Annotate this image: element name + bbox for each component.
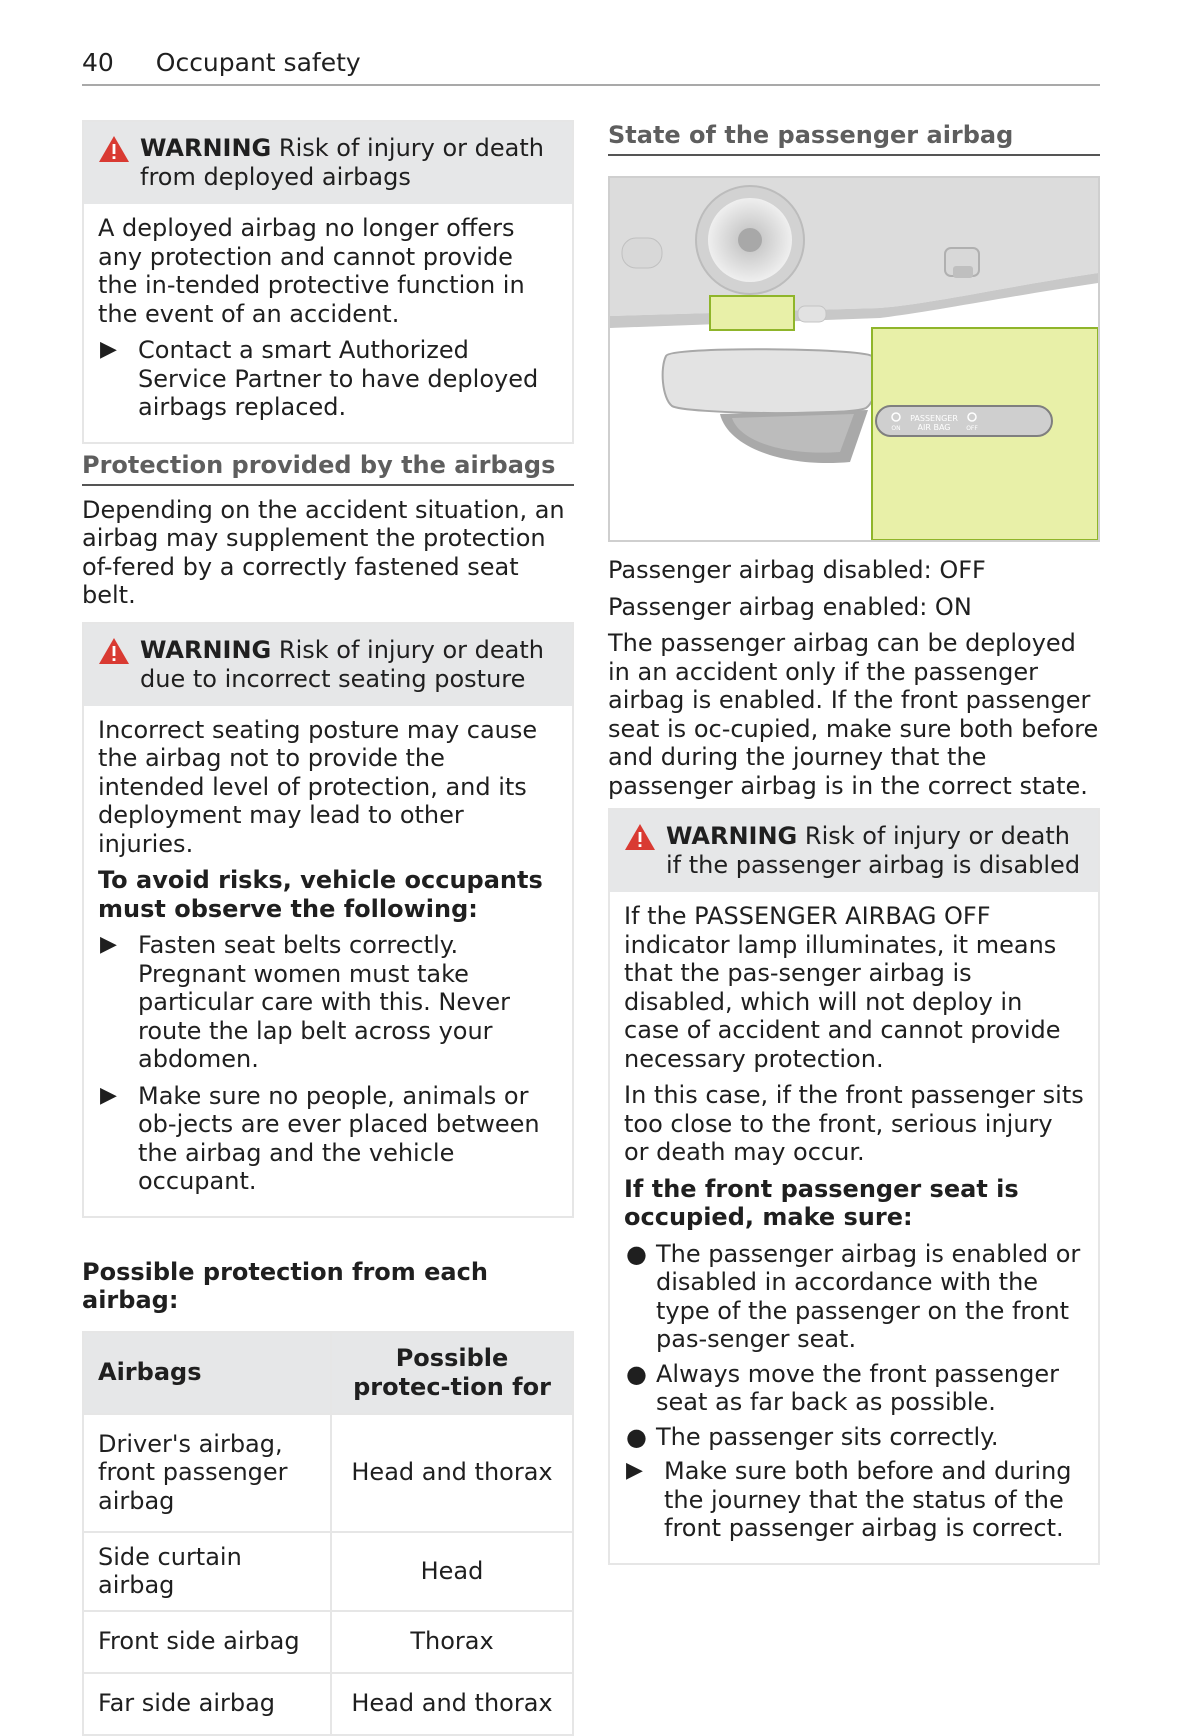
- warning-header: [610, 810, 1098, 892]
- bullet-item: [624, 1360, 1084, 1417]
- bullet-dot-icon: ●: [626, 1359, 647, 1388]
- protection-cell: Head and thorax: [331, 1673, 573, 1735]
- airbag-cell: Front side airbag: [83, 1611, 331, 1673]
- instruction-step: [624, 1457, 1084, 1543]
- bullet-item: [624, 1240, 1084, 1354]
- column-header-airbags: Airbags: [83, 1332, 331, 1414]
- warning-triangle-icon: [624, 823, 656, 858]
- warning-lead: To avoid risks, vehicle occupants must observe the following:: [98, 866, 543, 923]
- airbag-cell: Driver's airbag, front passenger airbag: [83, 1414, 331, 1532]
- protection-text: Depending on the accident situation, an airbag may supplement the protection of-fered by a correctly fastened seat belt.: [82, 495, 565, 609]
- indicator-on-text: ON: [891, 425, 901, 432]
- airbag-protection-table: [82, 1331, 574, 1736]
- bullet-item: [624, 1423, 1084, 1452]
- warning-title: Risk of injury or death if the passenger airbag is disabled: [666, 822, 1081, 879]
- warning-triangle-icon: [98, 135, 130, 170]
- table-caption: Possible protection from each airbag:: [82, 1257, 488, 1314]
- warning-body: [610, 892, 1098, 1563]
- warning-title: Risk of injury or death from deployed airbags: [140, 134, 544, 191]
- warning-box-airbag-disabled: [608, 808, 1100, 1565]
- step-text: Make sure both before and during the journey that the status of the front passenger airbag is correct.: [664, 1457, 1072, 1542]
- triangle-right-icon: ▶: [100, 1082, 117, 1108]
- airbag-enabled-line: Passenger airbag enabled: ON: [608, 592, 972, 621]
- warning-body: [84, 204, 572, 442]
- section-heading-protection: Protection provided by the airbags: [82, 450, 574, 486]
- indicator-off-text: OFF: [966, 425, 978, 432]
- page-header: [82, 42, 1100, 86]
- indicator-line2-text: AIR BAG: [917, 423, 951, 432]
- airbag-disabled-line: Passenger airbag disabled: OFF: [608, 556, 986, 584]
- bullet-dot-icon: ●: [626, 1239, 647, 1268]
- left-column: [82, 120, 574, 1736]
- warning-label: WARNING: [140, 635, 272, 664]
- instruction-step: [98, 931, 558, 1074]
- triangle-right-icon: ▶: [100, 932, 117, 957]
- overhead-console-illustration: [608, 176, 1100, 542]
- warning-text: A deployed airbag no longer offers any protection and cannot provide the in-tended protective function in the event of an accident.: [98, 214, 525, 328]
- triangle-right-icon: ▶: [100, 337, 117, 362]
- warning-box-deployed-airbags: [82, 120, 574, 444]
- warning-body: [84, 706, 572, 1216]
- page-number: 40: [82, 48, 114, 77]
- table-row: [83, 1414, 573, 1532]
- state-text: The passenger airbag can be deployed in an accident only if the passenger airbag is enabled. If the front passenger seat is oc-cupied, make sure both before and during the journey that the passenger airbag is in the correct state.: [608, 629, 1099, 800]
- warning-triangle-icon: [98, 637, 130, 672]
- warning-box-seating-posture: [82, 622, 574, 1218]
- protection-cell: Head and thorax: [331, 1414, 573, 1532]
- warning-text: Incorrect seating posture may cause the airbag not to provide the intended level of protection, and its deployment may lead to other injuries.: [98, 715, 538, 858]
- table-row: [83, 1532, 573, 1611]
- instruction-step: [98, 336, 558, 422]
- protection-cell: Head: [331, 1532, 573, 1611]
- warning-header: [84, 624, 572, 706]
- warning-label: WARNING: [140, 134, 272, 162]
- step-text: Fasten seat belts correctly. Pregnant women must take particular care with this. Never route the lap belt across your abdomen.: [138, 931, 510, 1073]
- right-column: [608, 120, 1100, 1565]
- bullet-dot-icon: ●: [626, 1422, 647, 1451]
- indicator-line1-text: PASSENGER: [910, 414, 958, 423]
- warning-title: Risk of injury or death due to incorrect seating posture: [140, 635, 544, 693]
- instruction-step: [98, 1082, 558, 1196]
- bullet-text: Always move the front passenger seat as far back as possible.: [656, 1359, 1059, 1416]
- section-title-header: Occupant safety: [155, 48, 361, 77]
- warning-lead: If the front passenger seat is occupied, make sure:: [624, 1174, 1019, 1231]
- bullet-text: The passenger sits correctly.: [656, 1422, 999, 1451]
- step-text: Make sure no people, animals or ob-jects are ever placed between the airbag and the vehicle occupant.: [138, 1081, 540, 1195]
- triangle-right-icon: ▶: [626, 1458, 643, 1483]
- overhead-console-drawing: [610, 178, 1098, 540]
- warning-header: [84, 122, 572, 204]
- airbag-cell: Side curtain airbag: [83, 1532, 331, 1611]
- step-text: Contact a smart Authorized Service Partner to have deployed airbags replaced.: [138, 336, 539, 421]
- table-header-row: [83, 1332, 573, 1414]
- table-row: [83, 1611, 573, 1673]
- warning-text: In this case, if the front passenger sits too close to the front, serious injury or death may occur.: [624, 1081, 1084, 1166]
- section-heading-state: State of the passenger airbag: [608, 120, 1100, 156]
- column-header-protection: Possible protec-tion for: [331, 1332, 573, 1414]
- warning-label: WARNING: [666, 822, 798, 850]
- table-row: [83, 1673, 573, 1735]
- warning-text: If the PASSENGER AIRBAG OFF indicator lamp illuminates, it means that the pas-senger airbag is disabled, which will not deploy in case of accident and cannot provide necessary protection.: [624, 902, 1061, 1073]
- airbag-cell: Far side airbag: [83, 1673, 331, 1735]
- protection-cell: Thorax: [331, 1611, 573, 1673]
- bullet-text: The passenger airbag is enabled or disabled in accordance with the type of the passenger on the front pas-senger seat.: [656, 1239, 1081, 1353]
